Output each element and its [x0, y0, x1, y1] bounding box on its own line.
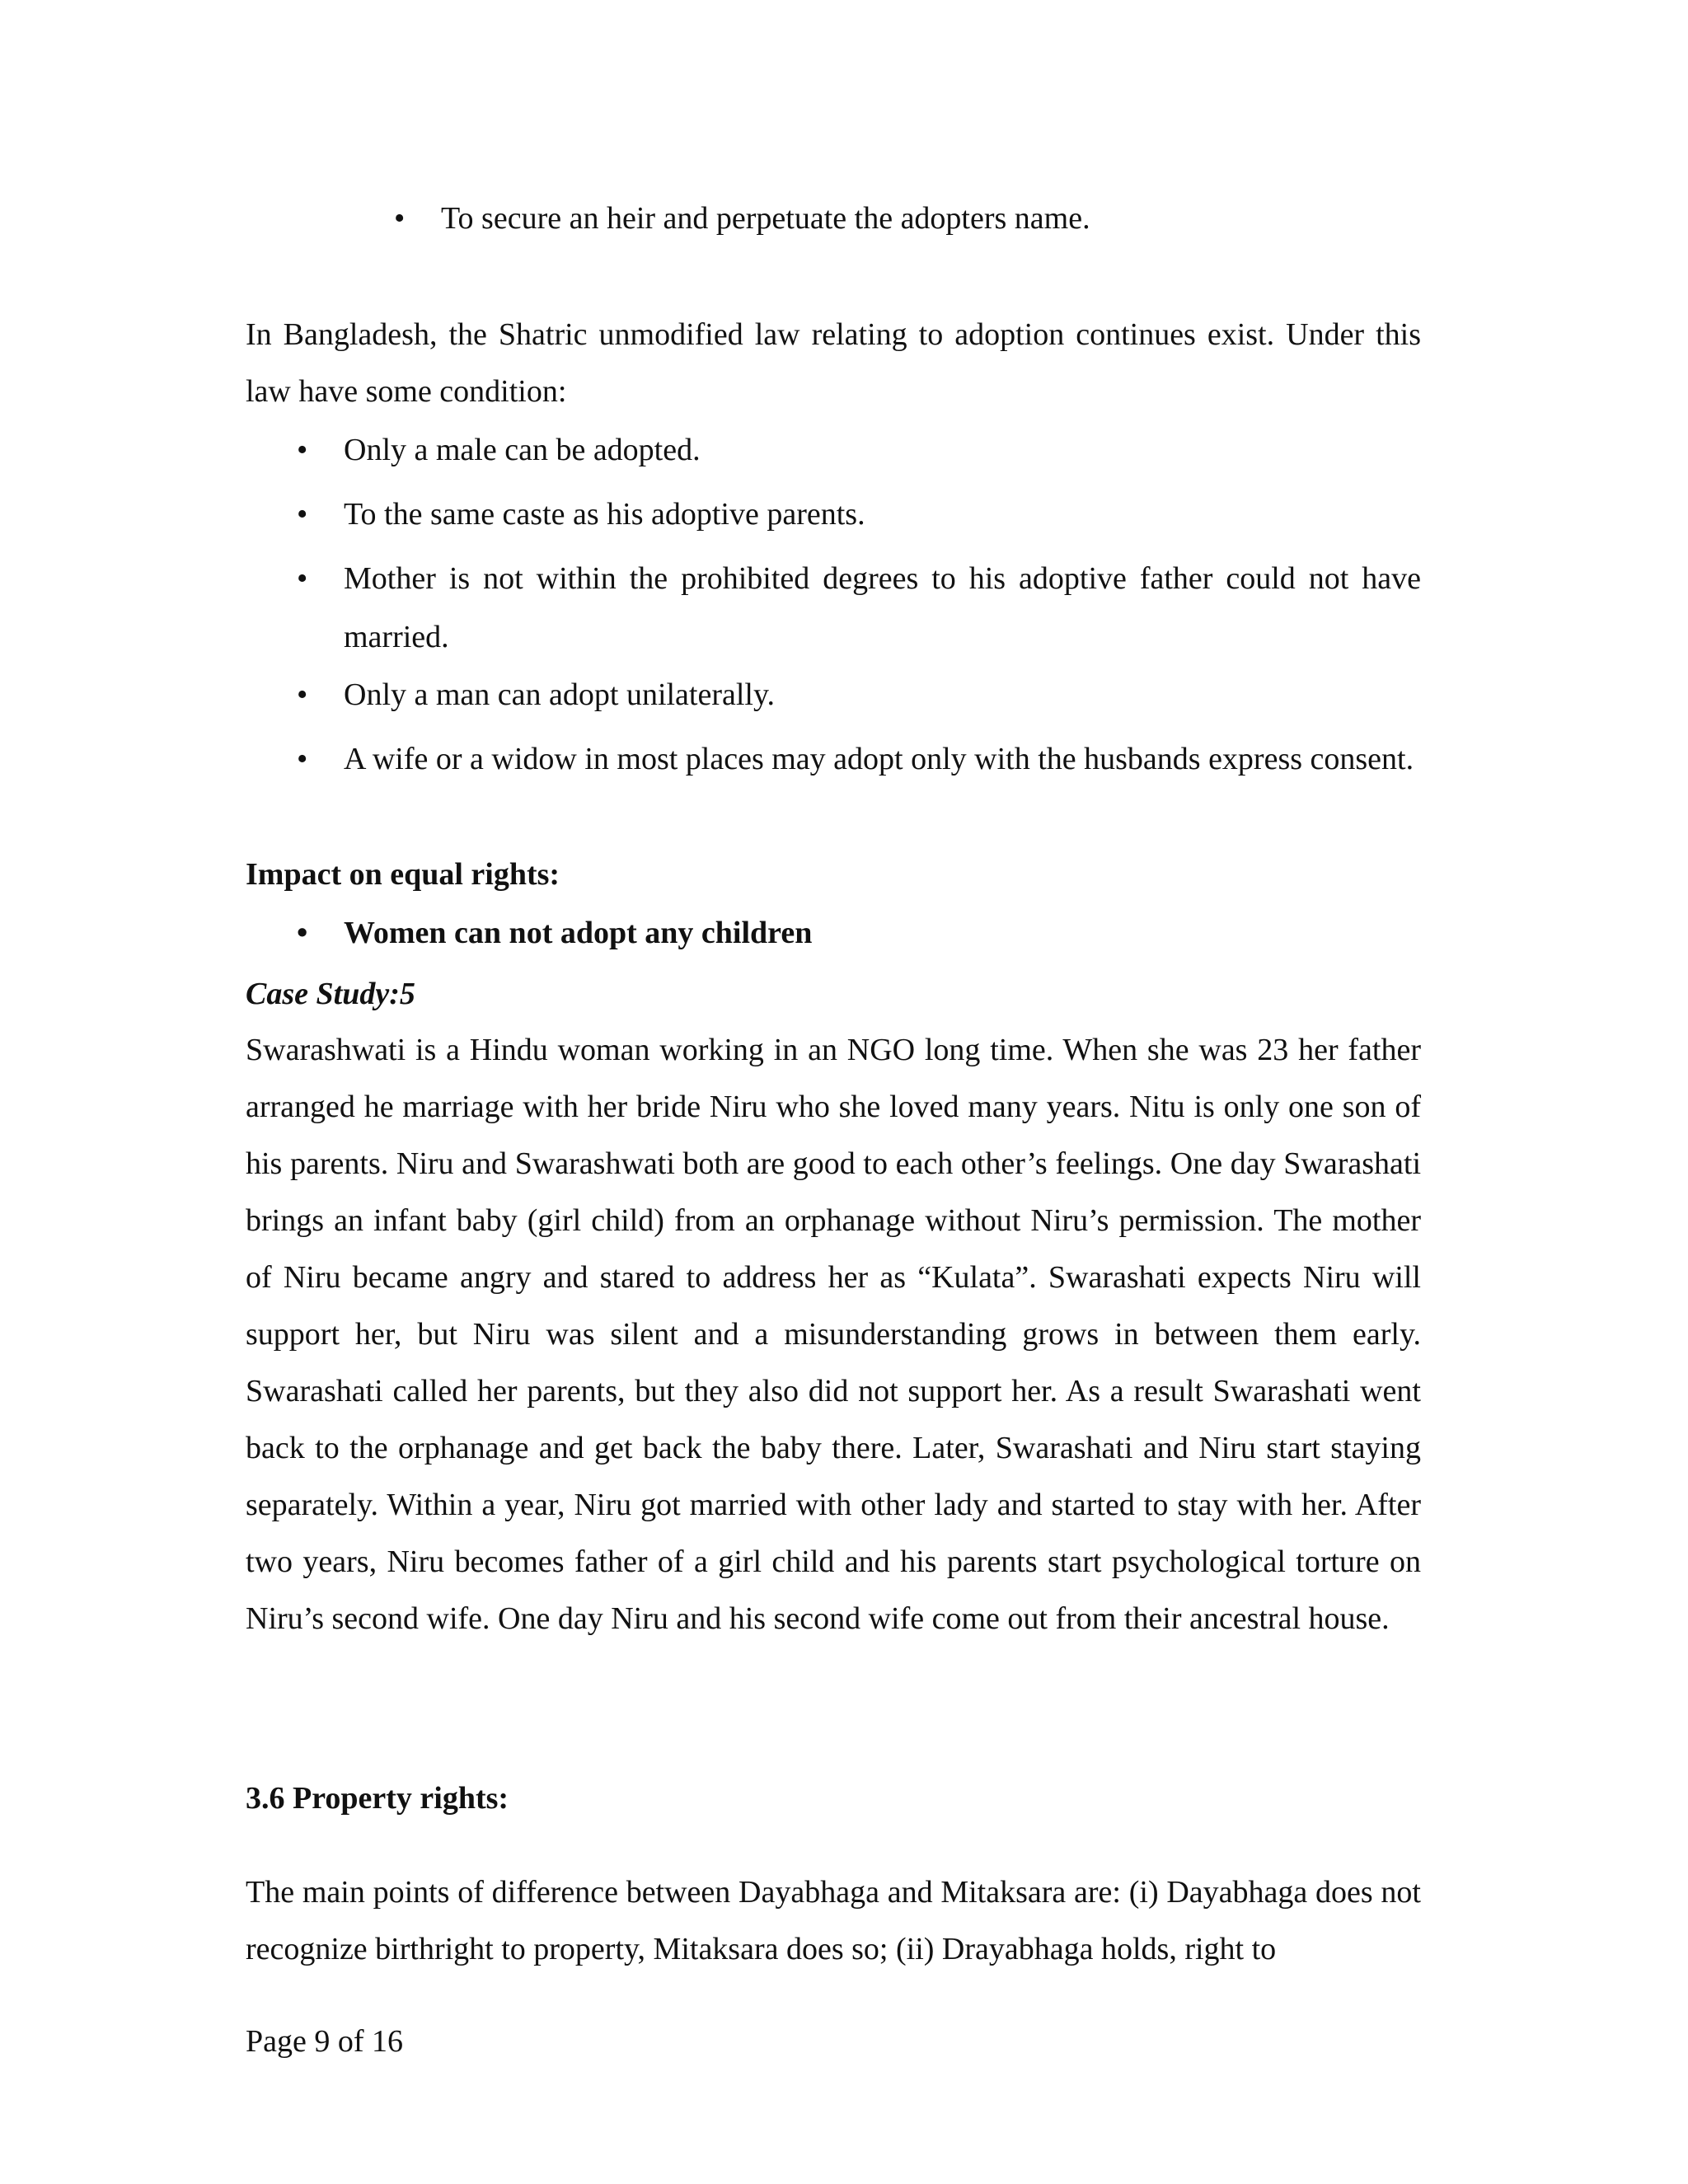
condition-item-3: [297, 550, 1421, 667]
impact-heading: Impact on equal rights:: [246, 857, 560, 892]
impact-bullet-text: Women can not adopt any children: [344, 916, 813, 950]
impact-bullet-item: [297, 904, 1421, 963]
bullet-icon: •: [297, 497, 308, 532]
bullet-icon: •: [297, 677, 308, 712]
condition-text: To the same caste as his adoptive parents.: [344, 497, 865, 532]
bullet-item-secure-heir: [394, 190, 1301, 248]
bullet-icon: •: [297, 916, 308, 950]
case-study-heading: Case Study:5: [246, 977, 415, 1011]
bullet-icon: •: [297, 561, 308, 596]
condition-item-5: [297, 730, 1421, 789]
condition-text: A wife or a widow in most places may adopt only with the husbands express consent.: [344, 742, 1414, 776]
paragraph-bangladesh: In Bangladesh, the Shatric unmodified law relating to adoption continues exist. Under this law have some condition:: [246, 317, 1421, 409]
bullet-icon: •: [297, 742, 308, 776]
condition-item-1: [297, 421, 1421, 480]
bullet-icon: •: [394, 201, 406, 236]
bullet-icon: •: [297, 433, 308, 467]
page-number-footer: Page 9 of 16: [246, 2024, 404, 2059]
case-study-paragraph: Swarashwati is a Hindu woman working in an NGO long time. When she was 23 her father arranged he marriage with her bride Niru who she loved many years. Nitu is only one son of his parents. Niru and Swarashwati both are good to each other’s feelings. One day Swarashati brings an infant baby (girl child) from an orphanage without Niru’s permission. The mother of Niru became angry and stared to address her as “Kulata”. Swarashati expects Niru will support her, but Niru was silent and a misunderstanding grows in between them early. Swarashati called her parents, but they also did not support her. As a result Swarashati went back to the orphanage and get back the baby there. Later, Swarashati and Niru start staying separately. Within a year, Niru got married with other lady and started to stay with her. After two years, Niru becomes father of a girl child and his parents start psychological torture on Niru’s second wife. One day Niru and his second wife come out from their ancestral house.: [246, 1033, 1421, 1636]
condition-item-2: [297, 485, 1421, 544]
bullet-text: To secure an heir and perpetuate the adopters name.: [441, 201, 1090, 236]
condition-item-4: [297, 666, 1421, 724]
section-heading-property-rights: 3.6 Property rights:: [246, 1781, 509, 1816]
condition-text: Only a man can adopt unilaterally.: [344, 677, 776, 712]
condition-text: Only a male can be adopted.: [344, 433, 701, 467]
condition-text: Mother is not within the prohibited degrees to his adoptive father could not have married.: [344, 561, 1421, 654]
property-paragraph: The main points of difference between Dayabhaga and Mitaksara are: (i) Dayabhaga does not recognize birthright to property, Mitaksara does so; (ii) Drayabhaga holds, right to: [246, 1875, 1421, 1966]
